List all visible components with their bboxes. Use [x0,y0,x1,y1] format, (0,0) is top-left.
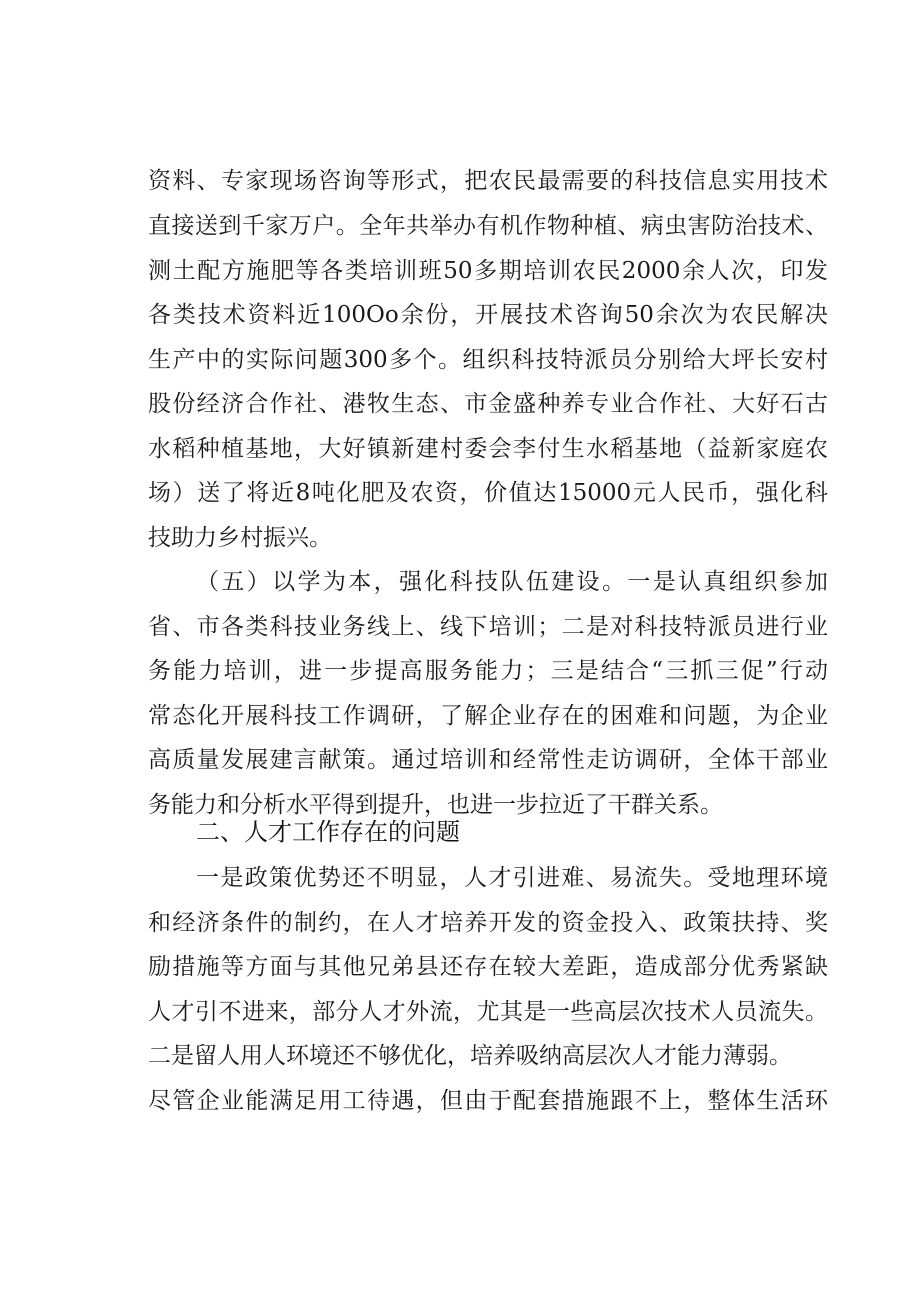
paragraph-line: 省、市各类科技业务线上、线下培训；二是对科技特派员进行业 [148,614,828,640]
paragraph-line: 高质量发展建言献策。通过培训和经常性走访调研，全体干部业 [148,747,828,773]
paragraph-line: 励措施等方面与其他兄弟县还存在较大差距，造成部分优秀紧缺 [148,954,828,980]
paragraph-line: 技助力乡村振兴。 [148,525,332,551]
paragraph-line: 直接送到千家万户。全年共举办有机作物种植、病虫害防治技术、 [148,213,828,239]
paragraph-line: 水稻种植基地，大好镇新建村委会李付生水稻基地（益新家庭农 [148,436,828,462]
paragraph-line: （五）以学为本，强化科技队伍建设。一是认真组织参加 [196,569,828,595]
paragraph-line: 一是政策优势还不明显，人才引进难、易流失。受地理环境 [196,865,828,891]
paragraph-line: 二是留人用人环境还不够优化，培养吸纳高层次人才能力薄弱。 [148,1043,792,1069]
paragraph-line: 场）送了将近8吨化肥及农资，价值达15000元人民币，强化科 [148,480,828,506]
paragraph-line: 务能力和分析水平得到提升，也进一步拉近了干群关系。 [148,792,723,818]
paragraph-line: 常态化开展科技工作调研，了解企业存在的困难和问题，为企业 [148,703,828,729]
paragraph-line: 股份经济合作社、港牧生态、市金盛种养专业合作社、大好石古 [148,391,828,417]
section-heading: 二、人才工作存在的问题 [196,818,460,846]
paragraph-line: 尽管企业能满足用工待遇，但由于配套措施跟不上，整体生活环 [148,1088,828,1114]
paragraph-line: 人才引不进来，部分人才外流，尤其是一些高层次技术人员流失。 [148,999,828,1025]
paragraph-line: 各类技术资料近100Oo余份，开展技术咨询50余次为农民解决 [148,302,828,328]
paragraph-line: 和经济条件的制约，在人才培养开发的资金投入、政策扶持、奖 [148,910,828,936]
paragraph-line: 生产中的实际问题300多个。组织科技特派员分别给大坪长安村 [148,347,828,373]
paragraph-line: 测土配方施肥等各类培训班50多期培训农民2000余人次，印发 [148,258,828,284]
paragraph-line: 务能力培训，进一步提高服务能力；三是结合“三抓三促”行动 [148,658,828,684]
paragraph-line: 资料、专家现场咨询等形式，把农民最需要的科技信息实用技术 [148,168,828,194]
